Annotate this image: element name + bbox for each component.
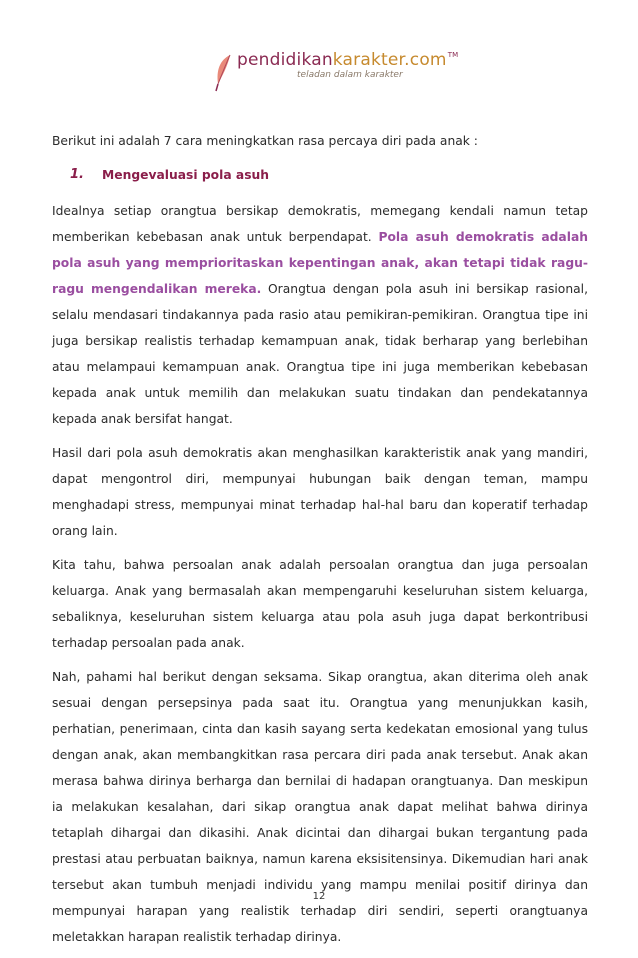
tagline: teladan dalam karakter	[297, 70, 403, 80]
paragraph-4: Nah, pahami hal berikut dengan seksama. Sikap orangtua, akan diterima oleh anak sesuai dengan persepsinya pada saat itu. Orangtua yang menunjukkan kasih, perhatian, penerimaan, cinta dan kasih sayang serta kedekatan emosional yang tulus dengan anak, akan membangkitkan rasa percara diri pada anak tersebut. Anak akan merasa bahwa dirinya berharga dan bernilai di hadapan orangtuanya. Dan meskipun ia melakukan kesalahan, dari sikap orangtua anak dapat melihat bahwa dirinya tetaplah dihargai dan dikasihi. Anak dicintai dan dihargai bukan tergantung pada prestasi atau perbuatan baiknya, namun karena eksisitensinya. Dikemudian hari anak tersebut akan tumbuh menjadi individu yang mampu menilai positif dirinya dan mempunyai harapan yang realistik terhadap diri sendiri, seperti orangtuanya meletakkan harapan realistik terhadap dirinya.	[52, 670, 588, 944]
document-body	[52, 128, 588, 958]
brand-part-2: karakter.com	[332, 50, 447, 70]
feather-quill-icon	[212, 54, 234, 92]
section-heading	[70, 162, 588, 188]
page-number: 12	[312, 891, 326, 902]
paragraph-3: Kita tahu, bahwa persoalan anak adalah persoalan orangtua dan juga persoalan keluarga. Anak yang bermasalah akan mempengaruhi keseluruhan sistem keluarga, sebaliknya, keseluruhan sistem keluarga atau pola asuh juga dapat berkontribusi terhadap persoalan pada anak.	[52, 558, 588, 650]
paragraph-1-part-c: Orangtua dengan pola asuh ini bersikap rasional, selalu mendasari tindakannya pada rasio atau pemikiran-pemikiran. Orangtua tipe ini juga bersikap realistis terhadap kemampuan anak, tidak berharap yang berlebihan atau melampaui kemampuan anak. Orangtua tipe ini juga memberikan kebebasan kepada anak untuk memilih dan melakukan suatu tindakan dan pendekatannya kepada anak bersifat hangat.	[52, 282, 588, 426]
intro-text: Berikut ini adalah 7 cara meningkatkan rasa percaya diri pada anak :	[52, 134, 478, 148]
paragraph-2: Hasil dari pola asuh demokratis akan menghasilkan karakteristik anak yang mandiri, dapat mengontrol diri, mempunyai hubungan baik dengan teman, mampu menghadapi stress, mempunyai minat terhadap hal-hal baru dan koperatif terhadap orang lain.	[52, 446, 588, 538]
emphasized-text: Pola asuh demokratis adalah pola asuh yang memprioritaskan kepentingan anak, akan tetapi tidak ragu-ragu mengendalikan mereka.	[52, 230, 588, 296]
brand-name	[237, 52, 458, 69]
site-logo	[212, 52, 458, 92]
paragraph-1-part-a: Idealnya setiap orangtua bersikap demokratis, memegang kendali namun tetap memberikan kebebasan anak untuk berpendapat.	[52, 204, 588, 244]
section-title: Mengevaluasi pola asuh	[102, 168, 270, 182]
section-number: 1.	[70, 167, 84, 182]
paragraph-1	[52, 198, 588, 432]
brand-part-1: pendidikan	[237, 50, 333, 70]
trademark: TM	[447, 51, 459, 59]
